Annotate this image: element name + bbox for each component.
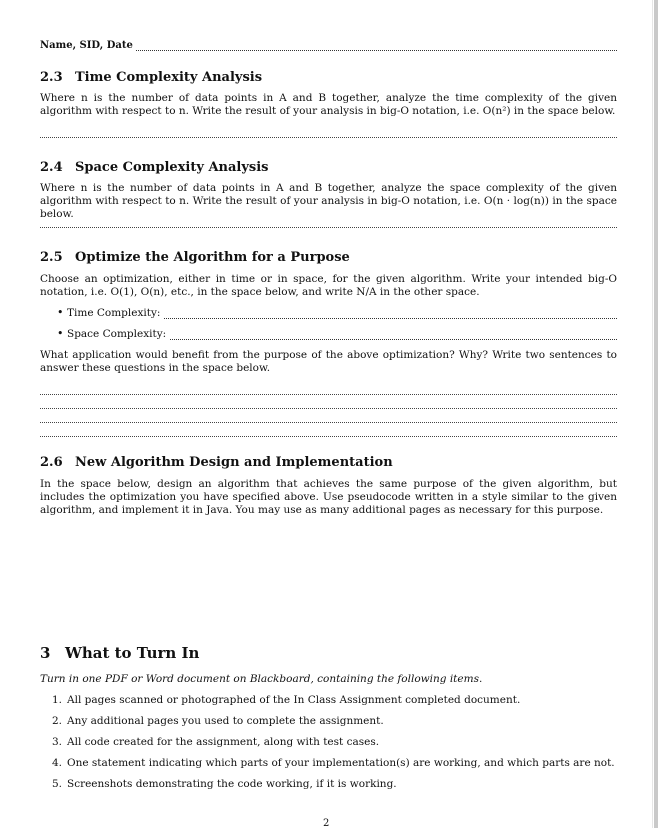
section-title: Time Complexity Analysis: [75, 70, 263, 85]
section-paragraph: Choose an optimization, either in time or in space, for the given algorithm. Write your intended big-O notation, i.e. O(1), O(n), etc., in the space below, and write N/A in the other space.: [40, 273, 617, 298]
section-paragraph: What application would benefit from the purpose of the above optimization? Why? Write two sentences to answer these questions in the space below.: [40, 349, 617, 374]
bullet-label: Time Complexity:: [67, 307, 161, 319]
section-2-5-question: [40, 349, 617, 375]
name-sid-date-line: [40, 40, 617, 51]
list-text: One statement indicating which parts of your implementation(s) are working, and which parts are not.: [67, 757, 615, 769]
section-2-3-heading: [40, 70, 617, 85]
answer-fill-line: [164, 310, 617, 319]
section-number: 2.3: [40, 70, 63, 85]
list-text: Any additional pages you used to complete the assignment.: [67, 715, 384, 727]
list-item: [52, 715, 384, 727]
section-paragraph: Where n is the number of data points in A and B together, analyze the time complexity of the given algorithm with respect to n. Write the result of your analysis in big-O notation, i.e. O(n²) in the space below.: [40, 92, 617, 117]
list-item: [52, 778, 397, 790]
section-number: 2.4: [40, 160, 63, 175]
section-2-4-heading: [40, 160, 617, 175]
section-title: Optimize the Algorithm for a Purpose: [75, 250, 350, 265]
section-3-intro: [40, 673, 617, 686]
answer-line: [40, 136, 617, 138]
section-number: 2.5: [40, 250, 63, 265]
list-text: Screenshots demonstrating the code working, if it is working.: [67, 778, 397, 790]
list-item: [52, 694, 520, 706]
section-2-6-heading: [40, 455, 617, 470]
section-2-6-body: [40, 478, 617, 517]
bullet-dot: •: [57, 306, 64, 319]
list-number: 5.: [52, 778, 63, 790]
section-title: Space Complexity Analysis: [75, 160, 269, 175]
list-number: 1.: [52, 694, 63, 706]
section-paragraph: Where n is the number of data points in A and B together, analyze the space complexity of the given algorithm with respect to n. Write the result of your analysis in big-O notation, i.e. O(n · log(n)) in the space below.: [40, 182, 617, 220]
section-2-3-body: [40, 92, 617, 118]
section-number: 3: [40, 644, 51, 662]
section-2-5-body: [40, 273, 617, 299]
section-number: 2.6: [40, 455, 63, 470]
answer-line: [40, 226, 617, 228]
intro-text: Turn in one PDF or Word document on Blackboard, containing the following items.: [40, 673, 483, 685]
page-number: 2: [323, 818, 330, 829]
section-title: What to Turn In: [65, 644, 200, 662]
answer-line: [40, 435, 617, 437]
list-item: [52, 736, 379, 748]
answer-fill-line: [170, 331, 617, 340]
bullet-space-complexity: [57, 327, 617, 340]
answer-line: [40, 407, 617, 409]
answer-line: [40, 421, 617, 423]
bullet-dot: •: [57, 327, 64, 340]
list-item: [52, 757, 615, 769]
list-text: All pages scanned or photographed of the In Class Assignment completed document.: [67, 694, 521, 706]
list-number: 4.: [52, 757, 63, 769]
name-fill-line: [136, 42, 617, 51]
section-3-heading: [40, 644, 617, 662]
section-paragraph: In the space below, design an algorithm that achieves the same purpose of the given algorithm, but includes the optimization you have specified above. Use pseudocode written in a style similar to the given algorithm, and implement it in Java. You may use as many additional pages as necessary for this purpose.: [40, 478, 617, 516]
list-text: All code created for the assignment, along with test cases.: [67, 736, 380, 748]
bullet-label: Space Complexity:: [67, 328, 167, 340]
section-2-5-heading: [40, 250, 617, 265]
page-edge-light: [652, 0, 653, 828]
list-number: 2.: [52, 715, 63, 727]
name-sid-date-label: Name, SID, Date: [40, 40, 133, 51]
list-number: 3.: [52, 736, 63, 748]
bullet-time-complexity: [57, 306, 617, 319]
page-edge: [654, 0, 658, 828]
section-title: New Algorithm Design and Implementation: [75, 455, 393, 470]
answer-line: [40, 393, 617, 395]
section-2-4-body: [40, 182, 617, 221]
